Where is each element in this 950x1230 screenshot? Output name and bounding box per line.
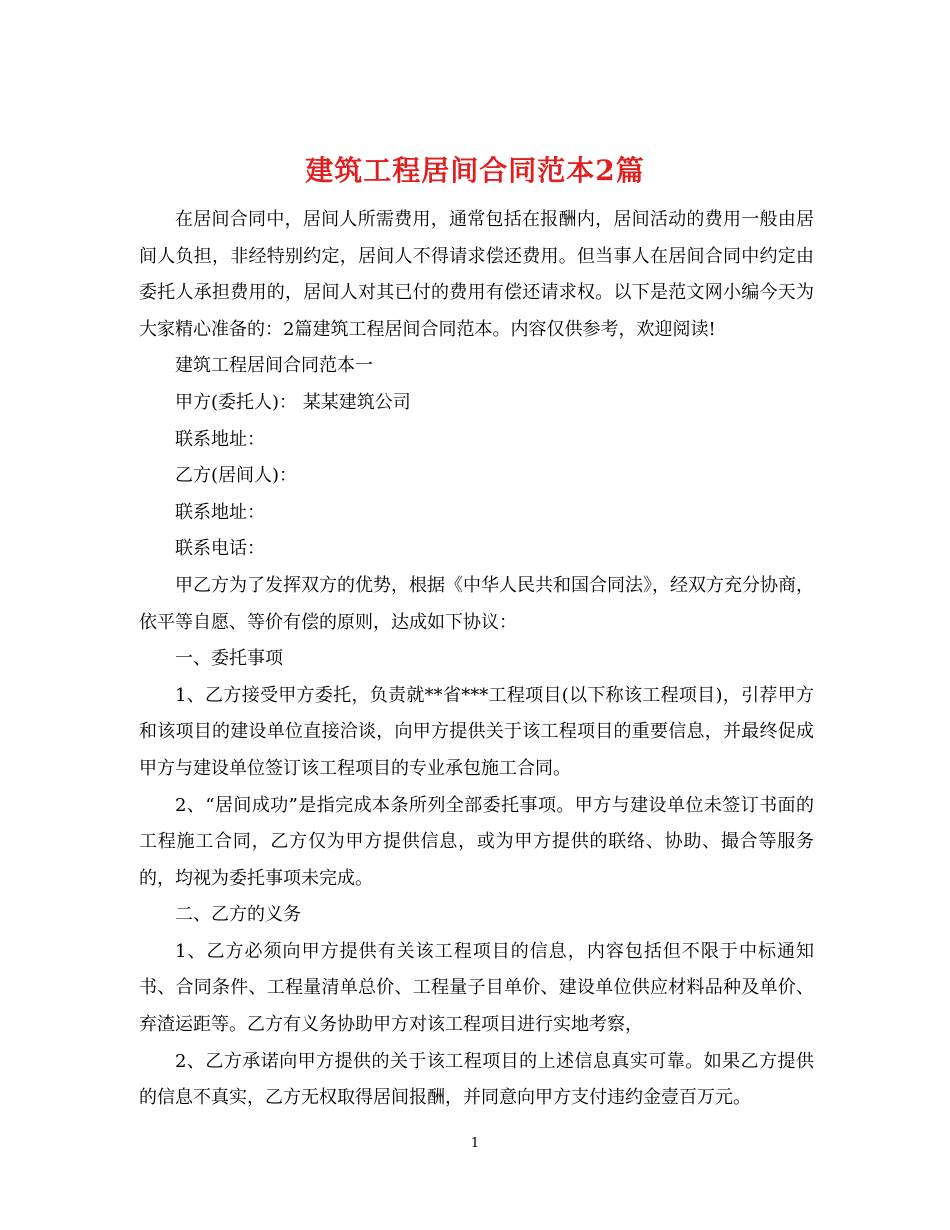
party-a-address-line: 联系地址： (175, 428, 265, 450)
document-body (139, 202, 814, 1117)
agreement-preamble: 甲乙方为了发挥双方的优势，根据《中华人民共和国合同法》，经双方充分协商，依平等自愿、等价有偿的原则，达成如下协议： (139, 574, 814, 633)
section-heading-party-b-obligations: 二、乙方的义务 (175, 904, 301, 926)
intro-paragraph: 在居间合同中，居间人所需费用，通常包括在报酬内，居间活动的费用一般由居间人负担，非经特别约定，居间人不得请求偿还费用。但当事人在居间合同中约定由委托人承担费用的，居间人对其已付的费用有偿还请求权。以下是范文网小编今天为大家精心准备的：2篇建筑工程居间合同范本。内容仅供参考，欢迎阅读! (139, 209, 814, 340)
party-b-phone-line: 联系电话： (175, 538, 265, 560)
contract-heading: 建筑工程居间合同范本一 (175, 355, 373, 377)
section-heading-entrusted-matters: 一、委托事项 (175, 648, 283, 670)
clause-1-2: 2、“居间成功”是指完成本条所列全部委托事项。甲方与建设单位未签订书面的工程施工合同，乙方仅为甲方提供信息，或为甲方提供的联络、协助、撮合等服务的，均视为委托事项未完成。 (139, 794, 814, 889)
party-b-line: 乙方(居间人)： (175, 465, 298, 487)
document-title: 建筑工程居间合同范本2篇 (305, 153, 645, 187)
clause-2-1: 1、乙方必须向甲方提供有关该工程项目的信息，内容包括但不限于中标通知书、合同条件、工程量清单总价、工程量子目单价、建设单位供应材料品种及单价、弃渣运距等。乙方有义务协助甲方对该工程项目进行实地考察， (139, 940, 814, 1036)
party-b-address-line: 联系地址： (175, 501, 265, 523)
clause-1-1: 1、乙方接受甲方委托，负责就**省***工程项目(以下称该工程项目)，引荐甲方和该项目的建设单位直接洽谈，向甲方提供关于该工程项目的重要信息，并最终促成甲方与建设单位签订该工程项目的专业承包施工合同。 (139, 684, 814, 779)
party-a-line: 甲方(委托人)： 某某建筑公司 (175, 391, 411, 413)
clause-2-2: 2、乙方承诺向甲方提供的关于该工程项目的上述信息真实可靠。如果乙方提供的信息不真实，乙方无权取得居间报酬，并同意向甲方支付违约金壹百万元。 (139, 1050, 814, 1109)
page-number: 1 (470, 1136, 480, 1151)
